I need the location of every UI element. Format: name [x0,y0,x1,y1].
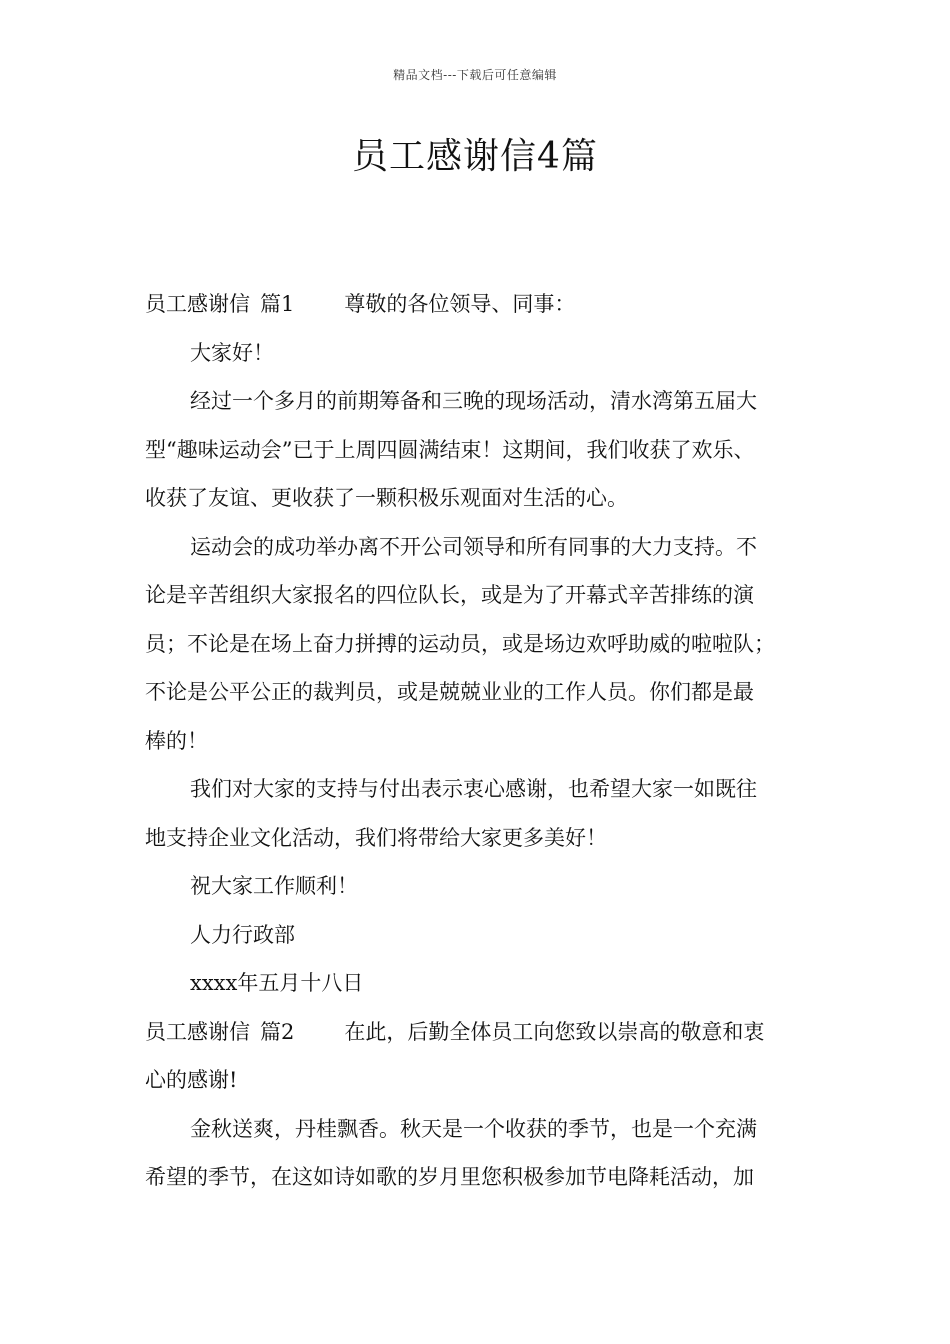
paragraph-line: 心的感谢! [145,1068,238,1092]
section-2-first-line: 在此，后勤全体员工向您致以崇高的敬意和衷 [344,1019,765,1044]
closing-wish: 祝大家工作顺利！ [190,874,358,898]
salutation: 尊敬的各位领导、同事： [344,292,576,316]
document-body [145,280,810,1202]
paragraph-line: 经过一个多月的前期筹备和三晚的现场活动，清水湾第五届大 [190,389,757,413]
paragraph-line: 金秋送爽，丹桂飘香。秋天是一个收获的季节，也是一个充满 [190,1116,757,1141]
signature: 人力行政部 [190,922,295,947]
paragraph-line: 运动会的成功举办离不开公司领导和所有同事的大力支持。不 [190,534,757,559]
paragraph-line: 型“趣味运动会”已于上周四圆满结束！这期间，我们收获了欢乐、 [145,437,755,462]
section-1-label: 篇1 [260,292,295,316]
paragraph-line: 希望的季节，在这如诗如歌的岁月里您积极参加节电降耗活动，加 [145,1165,754,1189]
section-1-heading: 员工感谢信 [145,292,250,316]
paragraph-line: 收获了友谊、更收获了一颗积极乐观面对生活的心。 [145,486,628,510]
greeting: 大家好！ [190,340,274,365]
document-title: 员工感谢信4篇 [352,136,598,177]
section-2-label: 篇2 [260,1019,295,1044]
section-2-heading: 员工感谢信 [145,1019,250,1044]
paragraph-line: 员；不论是在场上奋力拼搏的运动员，或是场边欢呼助威的啦啦队； [145,631,775,656]
header-note: 精品文档---下载后可任意编辑 [393,68,557,82]
paragraph-line: 我们对大家的支持与付出表示衷心感谢，也希望大家一如既往 [190,777,757,801]
paragraph-line: 论是辛苦组织大家报名的四位队长，或是为了开幕式辛苦排练的演 [145,583,754,607]
paragraph-line: 棒的！ [145,728,208,753]
paragraph-line: 不论是公平公正的裁判员，或是兢兢业业的工作人员。你们都是最 [145,680,754,704]
section-1-heading-line [145,280,810,329]
letter-date: xxxx年五月十八日 [190,971,364,995]
section-2-heading-line [145,1008,810,1057]
paragraph-line: 地支持企业文化活动，我们将带给大家更多美好！ [145,825,607,850]
